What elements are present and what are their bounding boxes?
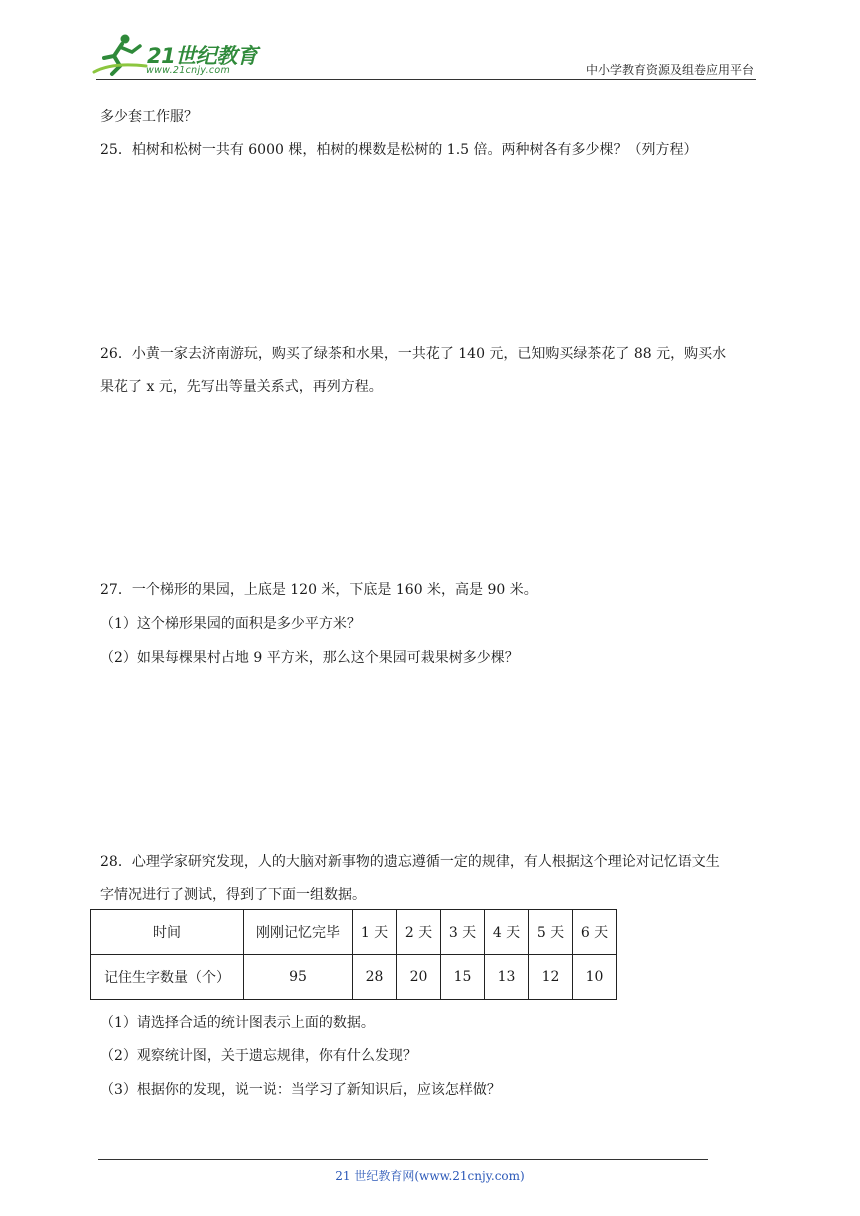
table-cell: 6 天	[573, 910, 617, 955]
footer-divider	[98, 1159, 708, 1160]
question-27-part-1: （1）这个梯形果园的面积是多少平方米？	[100, 616, 361, 632]
table-cell: 刚刚记忆完毕	[244, 910, 353, 955]
question-28-part-2: （2）观察统计图，关于遗忘规律，你有什么发现？	[100, 1048, 417, 1064]
table-cell: 20	[397, 955, 441, 1000]
running-figure-icon	[92, 32, 148, 78]
q24-continuation: 多少套工作服？	[100, 109, 198, 125]
table-header-row	[91, 910, 617, 955]
table-cell: 4 天	[485, 910, 529, 955]
table-cell: 5 天	[529, 910, 573, 955]
table-cell: 13	[485, 955, 529, 1000]
table-cell: 15	[441, 955, 485, 1000]
table-cell: 95	[244, 955, 353, 1000]
logo-brand-text: 21世纪教育	[147, 44, 258, 68]
header-divider	[96, 79, 756, 80]
memory-data-table	[90, 909, 617, 1000]
question-27-stem: 27．一个梯形的果园，上底是 120 米，下底是 160 米，高是 90 米。	[100, 582, 538, 598]
site-logo	[92, 32, 262, 78]
question-25: 25．柏树和松树一共有 6000 棵，柏树的棵数是松树的 1.5 倍。两种树各有多少棵？（列方程）	[100, 142, 698, 158]
question-28-line-1: 28．心理学家研究发现，人的大脑对新事物的遗忘遵循一定的规律，有人根据这个理论对记忆语文生	[100, 854, 720, 870]
question-26-line-1: 26．小黄一家去济南游玩，购买了绿茶和水果，一共花了 140 元，已知购买绿茶花了 88 元，购买水	[100, 346, 727, 362]
question-26-line-2: 果花了 x 元，先写出等量关系式，再列方程。	[100, 379, 383, 395]
table-cell: 2 天	[397, 910, 441, 955]
table-cell: 28	[353, 955, 397, 1000]
header-platform-name: 中小学教育资源及组卷应用平台	[585, 63, 754, 77]
question-28-line-2: 字情况进行了测试，得到了下面一组数据。	[100, 887, 366, 903]
logo-url-text: www.21cnjy.com	[146, 65, 231, 76]
question-28-part-1: （1）请选择合适的统计图表示上面的数据。	[100, 1015, 375, 1031]
question-28-part-3: （3）根据你的发现，说一说：当学习了新知识后，应该怎样做？	[100, 1082, 501, 1098]
question-27-part-2: （2）如果每棵果村占地 9 平方米，那么这个果园可栽果树多少棵？	[100, 650, 519, 666]
table-cell: 记住生字数量（个）	[91, 955, 244, 1000]
table-cell: 时间	[91, 910, 244, 955]
table-cell: 12	[529, 955, 573, 1000]
footer-site-link[interactable]: 21 世纪教育网(www.21cnjy.com)	[335, 1169, 525, 1183]
table-row	[91, 955, 617, 1000]
table-cell: 10	[573, 955, 617, 1000]
table-cell: 3 天	[441, 910, 485, 955]
table-cell: 1 天	[353, 910, 397, 955]
